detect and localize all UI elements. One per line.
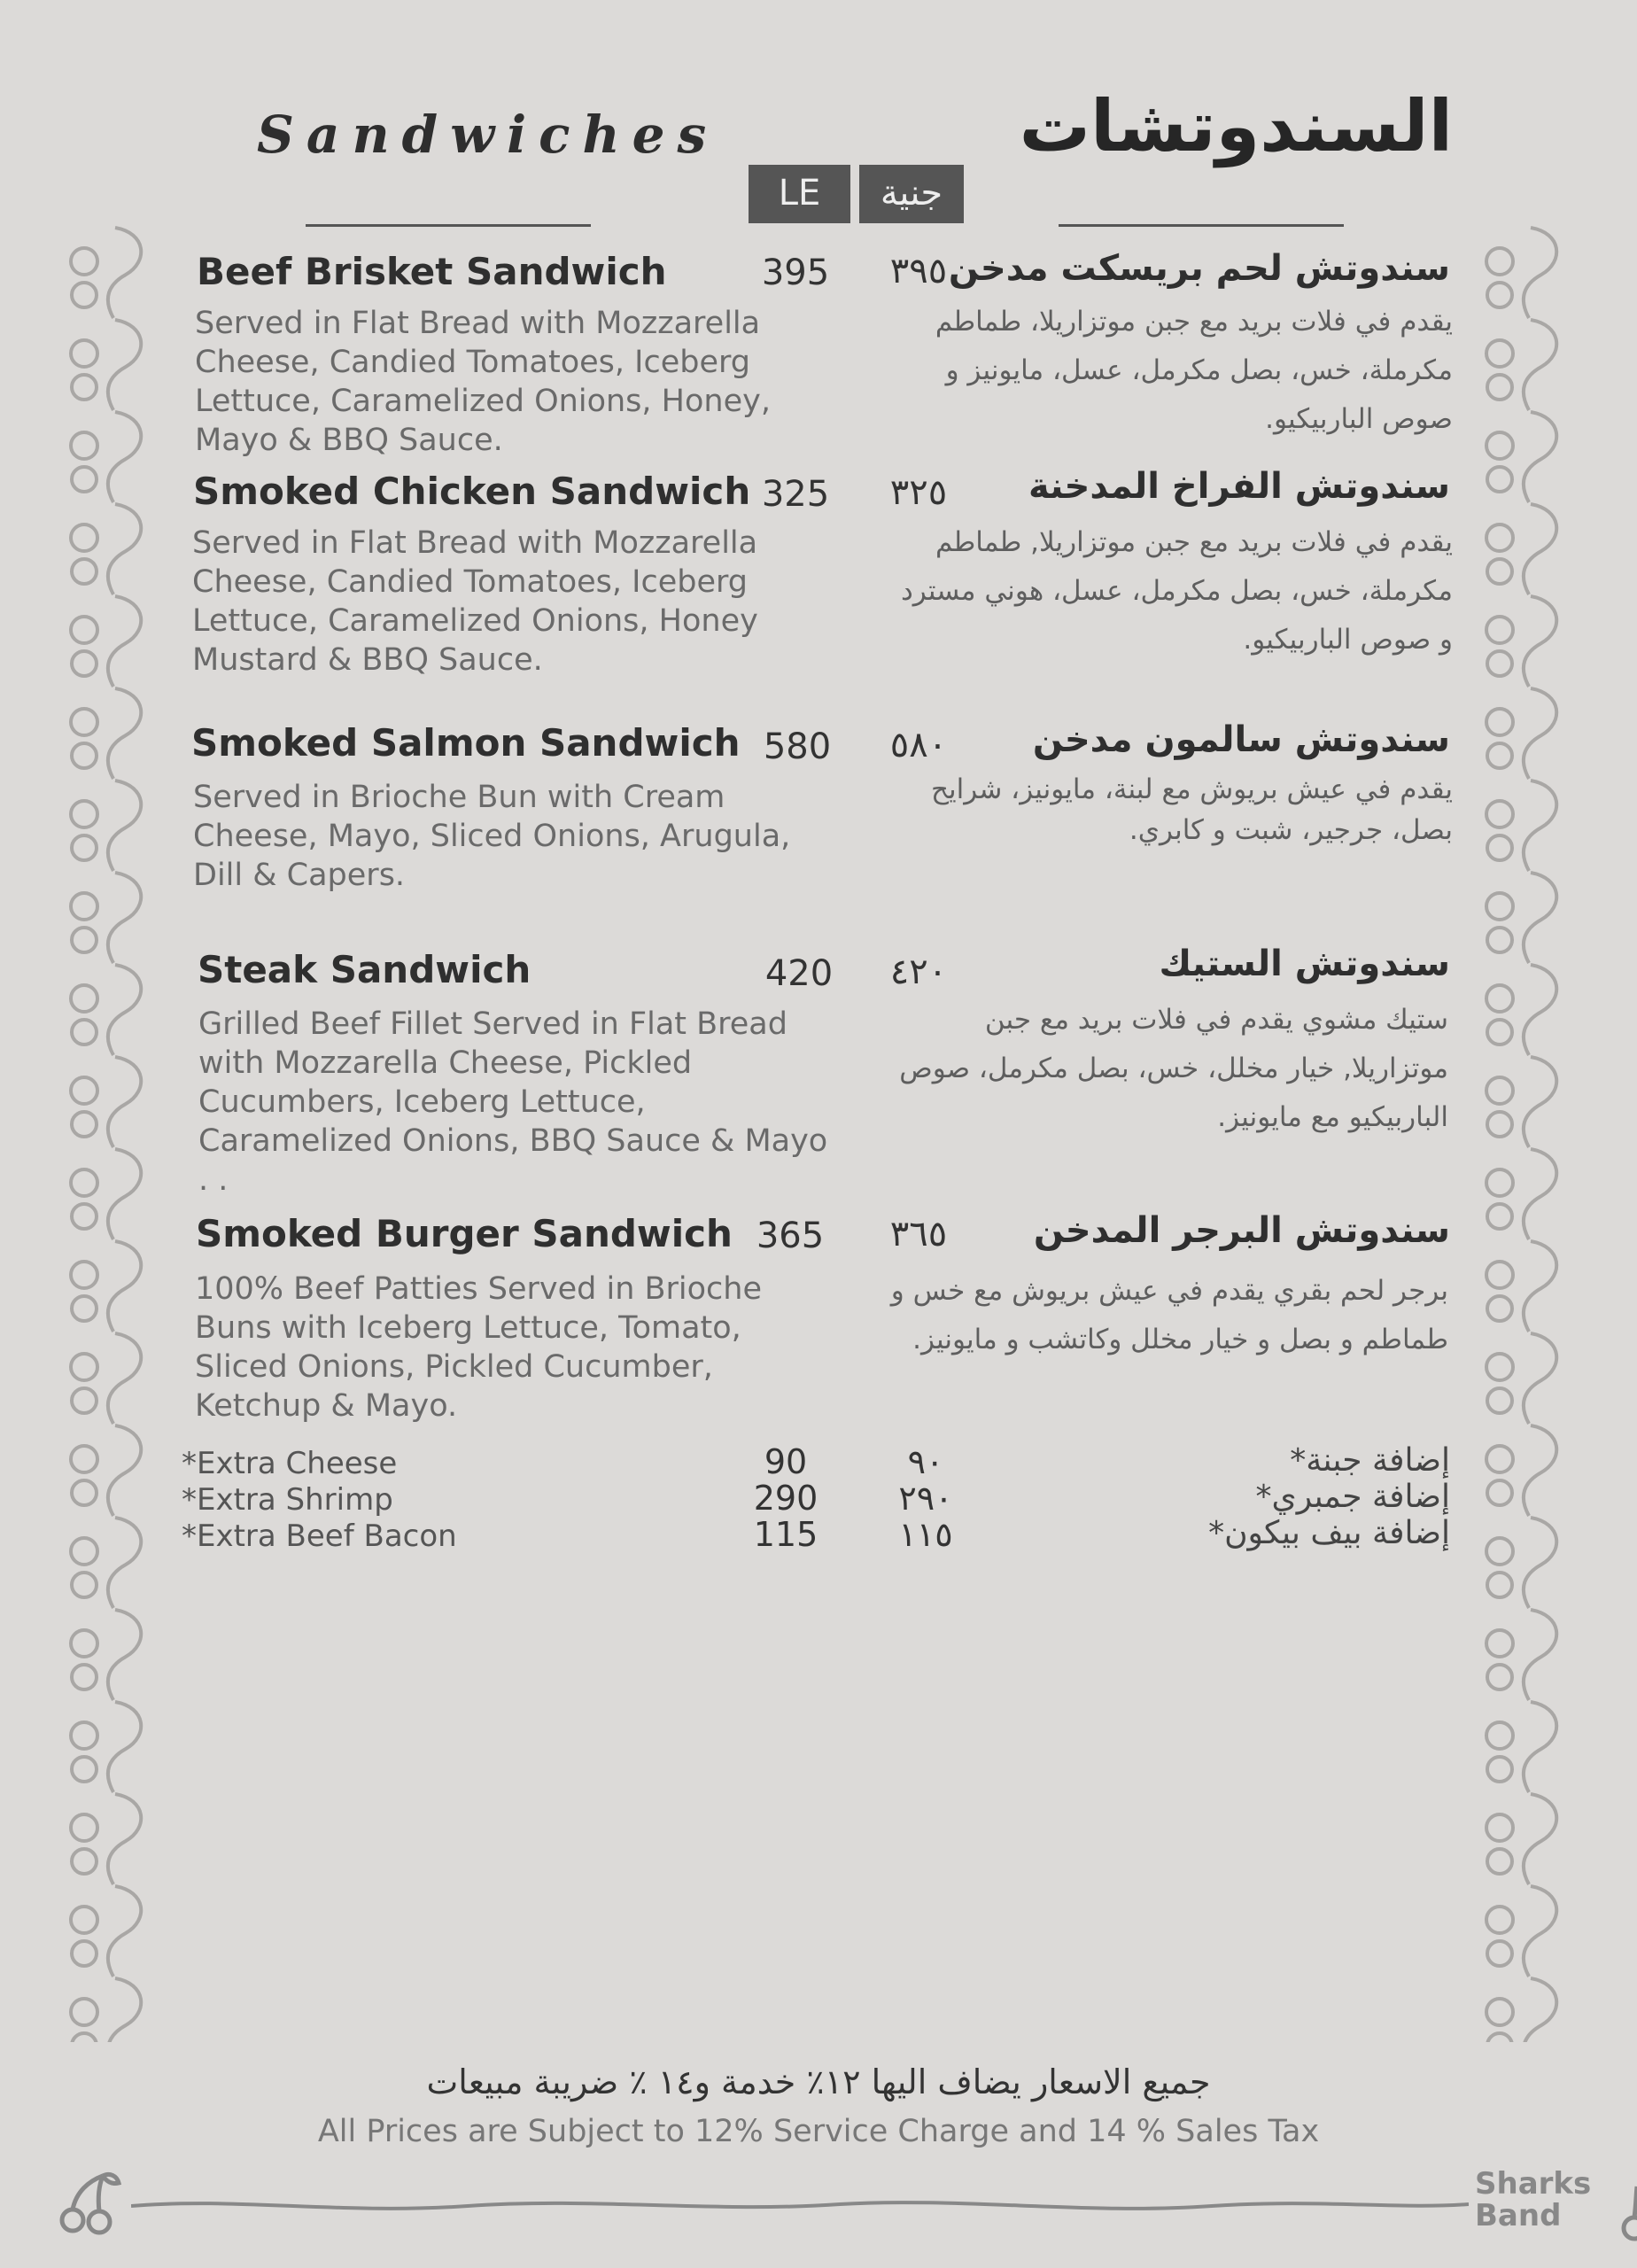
page-title-english: Sandwiches	[257, 105, 719, 165]
ornament-ring	[1486, 1169, 1513, 1196]
ornament-ring	[1486, 1446, 1513, 1472]
tax-note-arabic: جميع الاسعار يضاف اليها ١٢٪ خدمة و١٤ ٪ ضريبة مبيعات	[426, 2062, 1211, 2101]
ornament-ring	[71, 340, 97, 367]
item-description-english: Served in Flat Bread with Mozzarella Cheese, Candied Tomatoes, Iceberg Lettuce, Caramelized Onions, Honey, Mayo & BBQ Sauce.	[195, 306, 771, 458]
ornament-curl	[108, 228, 141, 318]
ornament-ring	[1487, 928, 1512, 952]
ornament-curl	[1524, 1794, 1556, 1884]
ornament-curl	[1524, 412, 1556, 502]
title-underline-right	[1059, 224, 1344, 227]
ornament-ring	[1487, 1757, 1512, 1782]
ornament-ring	[1486, 1262, 1513, 1288]
ornament-ring	[1486, 432, 1513, 459]
item-name-arabic: سندوتش الفراخ المدخنة	[1028, 466, 1450, 507]
ornament-ring	[1486, 1999, 1513, 2025]
ornament-ring	[72, 375, 97, 400]
ornament-ring	[1487, 1480, 1512, 1505]
item-name-arabic: سندوتش لحم بريسكت مدخن	[948, 248, 1450, 289]
right-ornament-border	[1478, 226, 1575, 2042]
ornament-curl	[108, 504, 141, 594]
extra-price-english: 290	[753, 1479, 818, 1518]
ornament-curl	[108, 873, 141, 963]
item-description-english: Served in Flat Bread with Mozzarella Cheese, Candied Tomatoes, Iceberg Lettuce, Caramelized Onions, Honey Mustard & BBQ Sauce.	[192, 525, 758, 678]
brand-line-2: Band	[1475, 2198, 1562, 2233]
ornament-ring	[71, 709, 97, 735]
ornament-curl	[1524, 1149, 1556, 1239]
item-name-english: Smoked Salmon Sandwich	[191, 721, 741, 765]
ornament-curl	[1524, 596, 1556, 687]
ornament-ring	[71, 1077, 97, 1104]
ornament-curl	[108, 412, 141, 502]
ornament-ring	[1487, 1665, 1512, 1689]
title-underline-left	[306, 224, 591, 227]
extra-price-arabic: ٩٠	[907, 1442, 944, 1481]
ornament-curl	[108, 688, 141, 779]
ornament-curl	[108, 1241, 141, 1332]
item-price-english: 420	[764, 953, 834, 994]
ornament-ring	[71, 1446, 97, 1472]
ornament-ring	[71, 1630, 97, 1657]
ornament-ring	[71, 1262, 97, 1288]
ornament-ring	[71, 248, 97, 275]
ornament-ring	[1486, 1722, 1513, 1749]
left-ornament-border	[62, 226, 159, 2042]
ornament-ring	[1487, 1204, 1512, 1229]
item-name-english: Smoked Burger Sandwich	[196, 1212, 733, 1255]
ornament-ring	[1486, 1538, 1513, 1565]
ornament-curl	[1524, 1057, 1556, 1147]
ornament-curl	[1524, 1425, 1556, 1516]
ornament-ring	[72, 1480, 97, 1505]
item-price-arabic: ٣٦٥	[889, 1214, 948, 1254]
ornament-ring	[1486, 1630, 1513, 1657]
cherry-logo-icon-partial	[1617, 2179, 1637, 2250]
ornament-ring	[71, 893, 97, 920]
item-name-arabic: سندوتش الستيك	[1159, 944, 1450, 984]
ornament-ring	[72, 559, 97, 584]
ornament-ring	[1487, 1112, 1512, 1137]
ornament-curl	[1524, 688, 1556, 779]
ornament-curl	[108, 965, 141, 1055]
ornament-curl	[1524, 1610, 1556, 1700]
item-price-english: 395	[761, 252, 830, 293]
ornament-curl	[108, 1702, 141, 1792]
ornament-ring	[72, 1204, 97, 1229]
ornament-ring	[71, 1354, 97, 1380]
ornament-curl	[108, 596, 141, 687]
ornament-ring	[72, 928, 97, 952]
extra-name-english: *Extra Cheese	[182, 1446, 398, 1481]
extra-price-arabic: ٢٩٠	[898, 1479, 953, 1518]
ornament-ring	[72, 743, 97, 768]
ornament-ring	[1487, 651, 1512, 676]
item-price-arabic: ٣٢٥	[889, 472, 948, 513]
ornament-ring	[72, 1849, 97, 1874]
ornament-ring	[72, 1757, 97, 1782]
extra-price-english: 115	[753, 1515, 818, 1554]
ornament-curl	[108, 1333, 141, 1424]
tax-note-english: All Prices are Subject to 12% Service Charge and 14 % Sales Tax	[317, 2114, 1320, 2149]
ornament-curl	[1524, 873, 1556, 963]
ornament-ring	[1487, 559, 1512, 584]
ornament-curl	[108, 1057, 141, 1147]
ornament-curl	[108, 1886, 141, 1977]
item-price-english: 325	[761, 474, 830, 515]
ornament-curl	[1524, 1978, 1556, 2042]
ornament-ring	[71, 524, 97, 551]
ornament-curl	[108, 1978, 141, 2042]
item-price-english: 365	[756, 1216, 825, 1256]
ornament-curl	[108, 1518, 141, 1608]
ornament-ring	[72, 1573, 97, 1597]
extra-price-english: 90	[764, 1442, 808, 1481]
ornament-ring	[1486, 709, 1513, 735]
ornament-ring	[72, 283, 97, 307]
item-name-arabic: سندوتش سالمون مدخن	[1032, 719, 1450, 760]
ornament-ring	[1486, 340, 1513, 367]
item-description-english: Served in Brioche Bun with Cream Cheese, Mayo, Sliced Onions, Arugula, Dill & Capers.	[193, 780, 791, 893]
ornament-ring	[72, 1020, 97, 1045]
ornament-ring	[1487, 1296, 1512, 1321]
extra-price-arabic: ١١٥	[898, 1515, 953, 1554]
ornament-ring	[1487, 467, 1512, 492]
footer-wavy-line	[131, 2188, 1469, 2224]
ornament-ring	[71, 1999, 97, 2025]
ornament-ring	[1487, 375, 1512, 400]
ornament-ring	[1487, 1573, 1512, 1597]
ornament-ring	[72, 1112, 97, 1137]
ornament-curl	[1524, 781, 1556, 871]
ornament-curl	[1524, 1241, 1556, 1332]
ornament-ring	[72, 651, 97, 676]
ornament-ring	[72, 2033, 97, 2042]
ornament-ring	[1487, 835, 1512, 860]
ornament-curl	[1524, 228, 1556, 318]
ornament-ring	[1487, 283, 1512, 307]
item-name-english: Smoked Chicken Sandwich	[193, 470, 751, 513]
ornament-curl	[108, 1425, 141, 1516]
ornament-ring	[71, 432, 97, 459]
ornament-curl	[108, 781, 141, 871]
ornament-curl	[1524, 504, 1556, 594]
ornament-ring	[71, 1907, 97, 1933]
brand-logo	[1475, 2168, 1591, 2232]
ornament-ring	[72, 1388, 97, 1413]
ornament-ring	[1486, 1354, 1513, 1380]
extra-name-arabic: إضافة بيف بيكون*	[1208, 1515, 1450, 1551]
item-description-arabic: يقدم في فلات بريد مع جبن موتزاريلا، طماطم مكرملة، خس، بصل مكرمل، عسل، مايونيز و صوص الباربيكيو.	[935, 306, 1453, 435]
ornament-ring	[71, 1722, 97, 1749]
ornament-ring	[71, 985, 97, 1012]
item-description-english: 100% Beef Patties Served in Brioche Buns with Iceberg Lettuce, Tomato, Sliced Onions, Pickled Cucumber, Ketchup & Mayo.	[195, 1271, 763, 1424]
ornament-curl	[108, 1149, 141, 1239]
item-description-arabic: يقدم في عيش بريوش مع لبنة، مايونيز، شرايح بصل، جرجير، شبت و كابري.	[931, 773, 1453, 846]
cherry-logo-icon	[53, 2169, 124, 2240]
item-name-english: Beef Brisket Sandwich	[197, 250, 667, 293]
ornament-ring	[71, 1169, 97, 1196]
extra-name-arabic: إضافة جمبري*	[1255, 1479, 1450, 1515]
item-price-english: 580	[763, 726, 832, 767]
ornament-ring	[1487, 2033, 1512, 2042]
ornament-curl	[1524, 965, 1556, 1055]
item-price-arabic: ٥٨٠	[889, 725, 948, 765]
extra-name-arabic: إضافة جبنة*	[1290, 1442, 1450, 1479]
ornament-ring	[71, 801, 97, 827]
ornament-ring	[72, 835, 97, 860]
item-price-arabic: ٤٢٠	[889, 951, 948, 992]
ornament-ring	[1487, 743, 1512, 768]
item-description-arabic: برجر لحم بقري يقدم في عيش بريوش مع خس و طماطم و بصل و خيار مخلل وكاتشب و مايونيز.	[890, 1275, 1448, 1355]
item-description-arabic: ستيك مشوي يقدم في فلات بريد مع جبن موتزاريلا, خيار مخلل، خس، بصل مكرمل، صوص الباربيكيو مع مايونيز.	[899, 1004, 1448, 1133]
brand-line-1: Sharks	[1475, 2166, 1592, 2202]
ornament-ring	[1487, 1020, 1512, 1045]
ornament-curl	[108, 320, 141, 410]
item-description-arabic: يقدم في فلات بريد مع جبن موتزاريلا, طماطم مكرملة، خس، بصل مكرمل، عسل، هوني مسترد و صوص الباربيكيو.	[900, 526, 1453, 656]
ornament-ring	[72, 467, 97, 492]
ornament-curl	[1524, 1333, 1556, 1424]
item-price-arabic: ٣٩٥	[889, 251, 948, 291]
page-title-arabic: السندوتشات	[1019, 85, 1453, 167]
extra-name-english: *Extra Beef Bacon	[182, 1518, 457, 1554]
ornament-curl	[1524, 320, 1556, 410]
ornament-ring	[1486, 1077, 1513, 1104]
ornament-ring	[1487, 1941, 1512, 1966]
ornament-ring	[1486, 524, 1513, 551]
currency-badge-arabic: جنية	[859, 165, 964, 223]
ornament-curl	[1524, 1518, 1556, 1608]
item-name-english: Steak Sandwich	[198, 948, 531, 991]
currency-badge-english: LE	[749, 165, 850, 223]
extra-name-english: *Extra Shrimp	[182, 1482, 393, 1518]
ornament-curl	[108, 1610, 141, 1700]
ornament-ring	[1486, 617, 1513, 643]
ornament-curl	[1524, 1886, 1556, 1977]
ornament-curl	[108, 1794, 141, 1884]
ornament-ring	[71, 617, 97, 643]
ornament-ring	[1486, 1814, 1513, 1841]
ornament-ring	[1486, 1907, 1513, 1933]
ornament-ring	[72, 1665, 97, 1689]
ornament-ring	[1486, 801, 1513, 827]
ornament-ring	[1486, 985, 1513, 1012]
ornament-ring	[1487, 1849, 1512, 1874]
ornament-ring	[72, 1941, 97, 1966]
ornament-ring	[71, 1538, 97, 1565]
ornament-curl	[1524, 1702, 1556, 1792]
ornament-ring	[1486, 248, 1513, 275]
item-name-arabic: سندوتش البرجر المدخن	[1033, 1210, 1450, 1251]
ornament-ring	[72, 1296, 97, 1321]
ornament-ring	[71, 1814, 97, 1841]
ornament-ring	[1487, 1388, 1512, 1413]
item-description-english: Grilled Beef Fillet Served in Flat Bread with Mozzarella Cheese, Pickled Cucumbers, Iceberg Lettuce, Caramelized Onions, BBQ Sauce & Mayo . .	[198, 1006, 828, 1198]
ornament-ring	[1486, 893, 1513, 920]
